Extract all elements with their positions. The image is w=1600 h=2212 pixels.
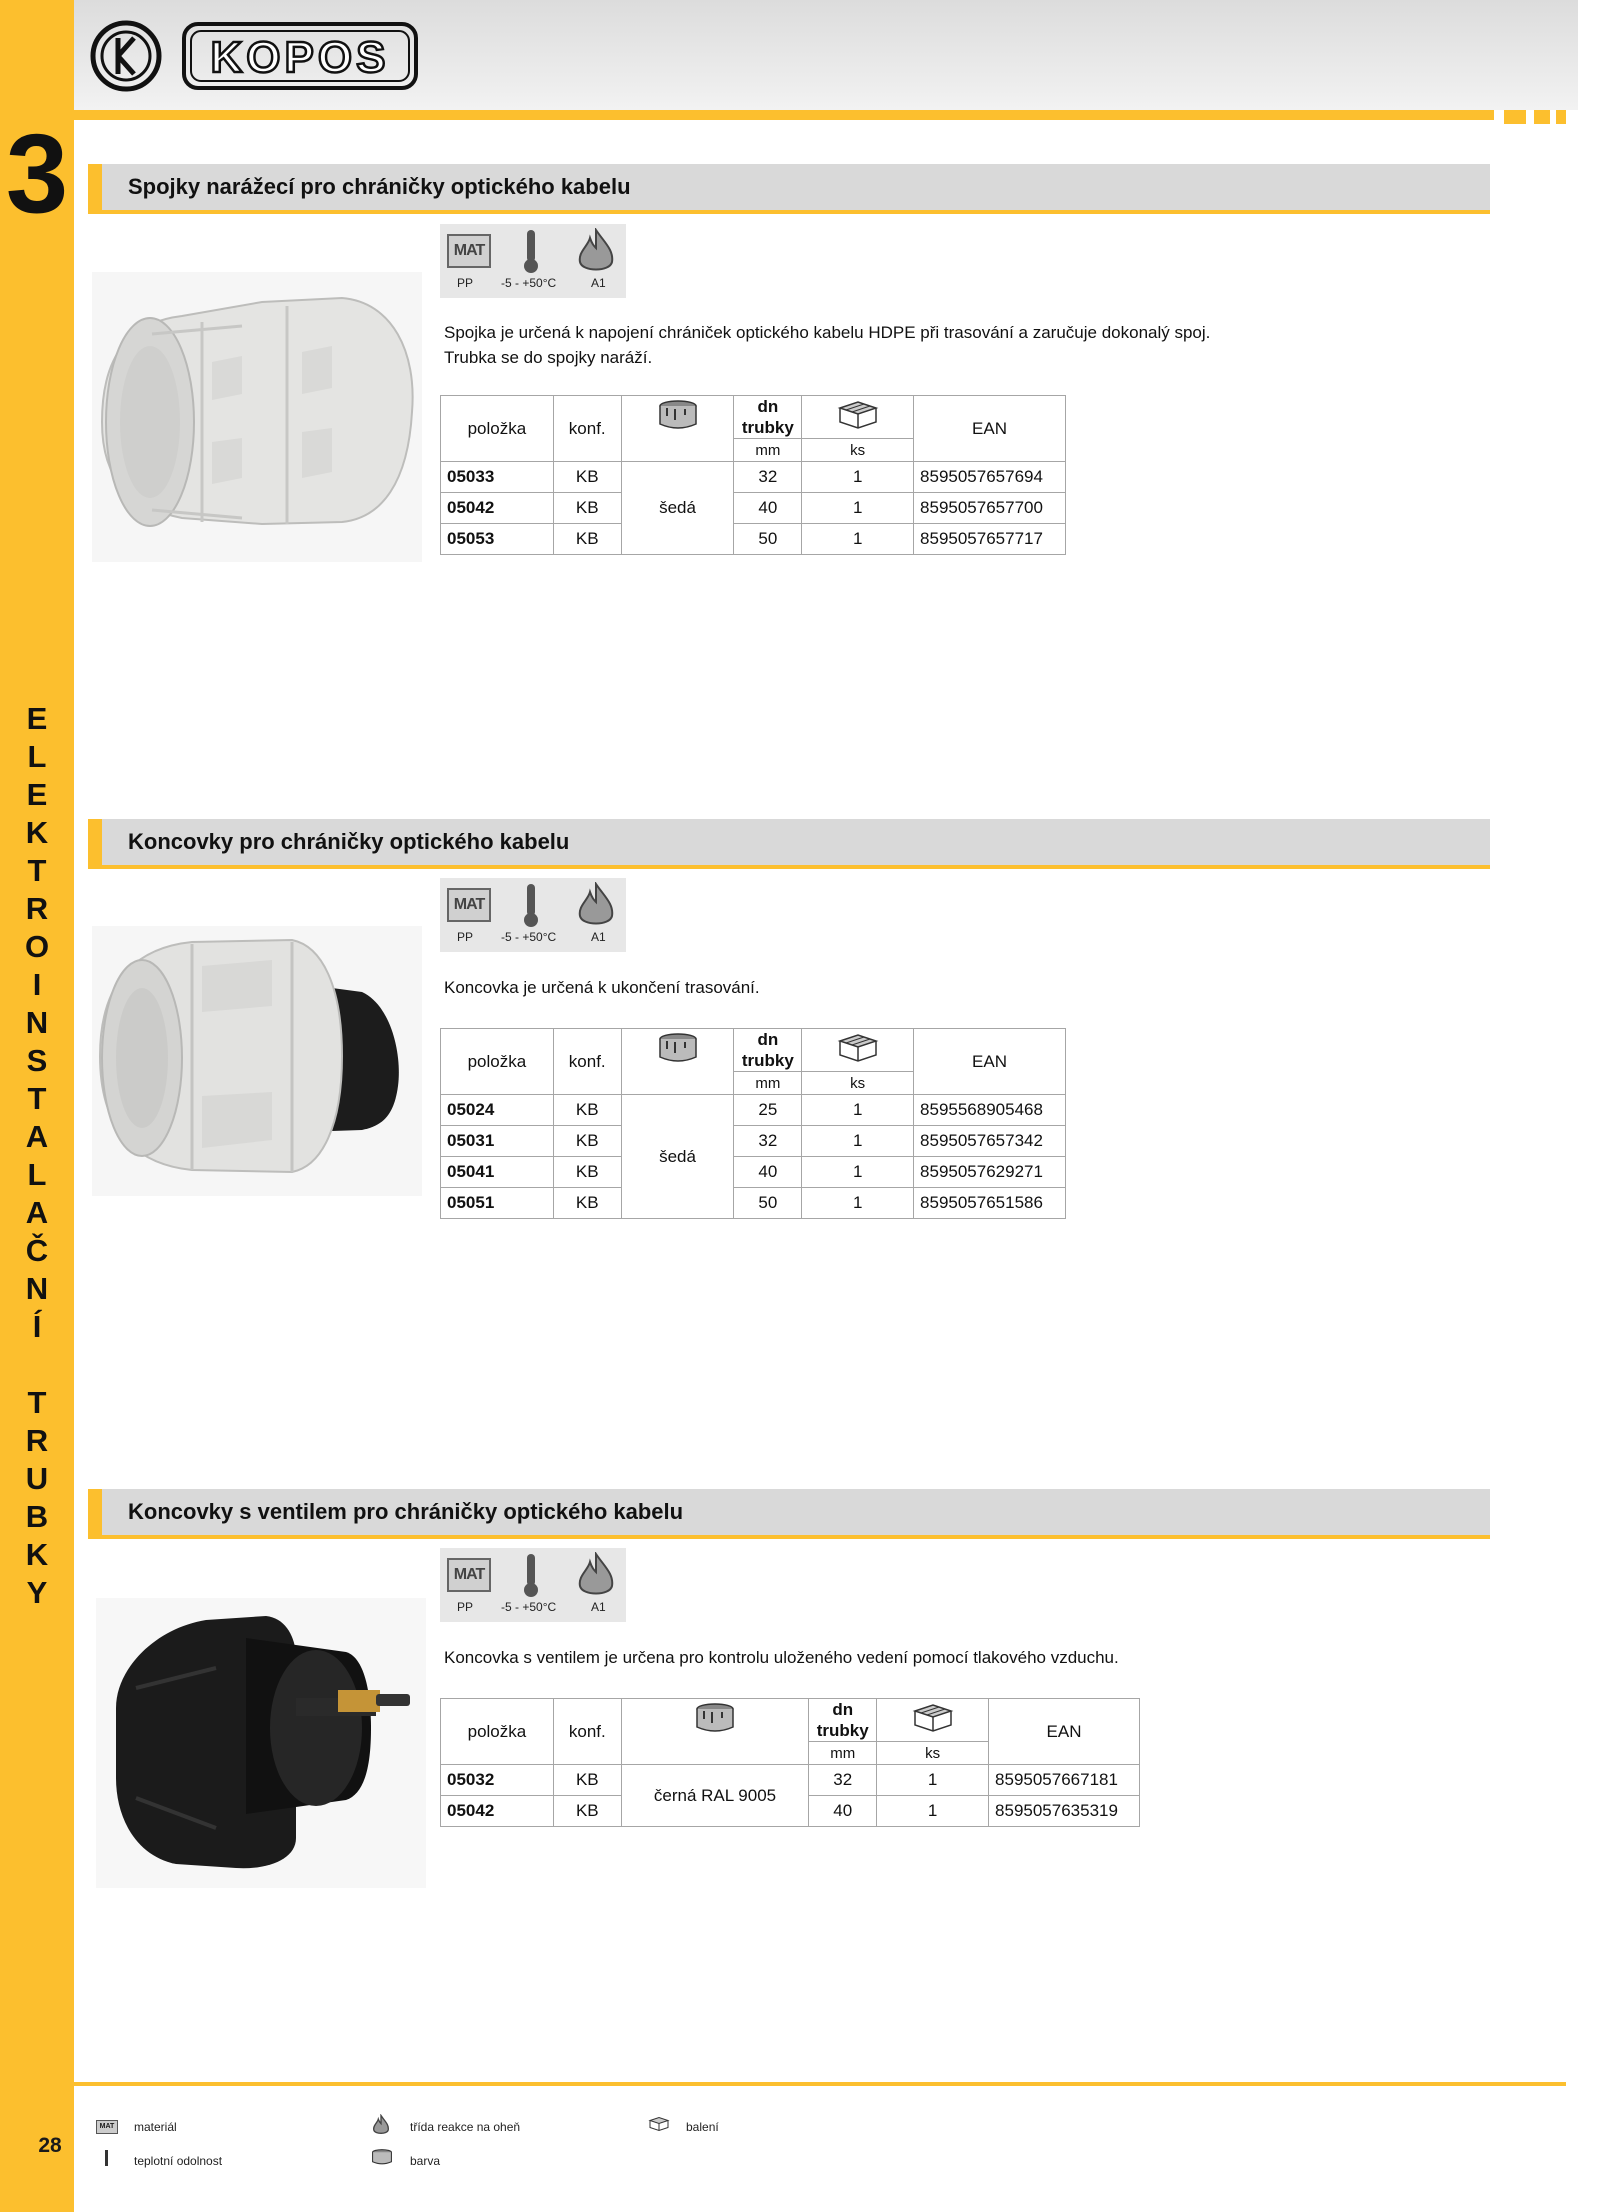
product-table: položka konf. dn trubky EAN mm ks 05024 KB šedá 25 1 8595568905468 05031 KB 32 1 8595057657342 05041 KB 40 1 8595057629271 05051 KB 50 1 8595057651586: [440, 1028, 1066, 1219]
section-title-bar: [88, 164, 1490, 214]
color-cell: černá RAL 9005: [621, 1765, 809, 1827]
vertical-letter: O: [24, 929, 50, 964]
footer-rule: [74, 2082, 1566, 2086]
product-table: položka konf. dn trubky EAN mm ks 05032 KB černá RAL 9005 32 1 8595057667181 05042 KB 40 1 8595057635319: [440, 1698, 1140, 1827]
product-photo-coupling: [92, 272, 422, 562]
product-table: položka konf. dn trubky EAN mm ks 05033 KB šedá 32 1 8595057657694 05042 KB 40 1 8595057657700 05053 KB 50 1 8595057657717: [440, 395, 1066, 555]
section-title: Spojky narážecí pro chráničky optického kabelu: [128, 174, 631, 199]
col-ean: EAN: [914, 396, 1066, 462]
vertical-letter: Y: [26, 1575, 48, 1610]
vertical-letter: E: [26, 777, 48, 812]
flame-icon: [576, 228, 616, 274]
material-icon: MAT: [447, 888, 491, 922]
col-item: položka: [441, 396, 554, 462]
vertical-letter: T: [27, 1385, 47, 1420]
vertical-letter: K: [25, 1537, 49, 1572]
thermometer-icon: [522, 882, 540, 928]
property-icons: MAT PP -5 - +50°C A1: [440, 878, 626, 952]
header-dash: [1534, 110, 1550, 124]
color-cell: šedá: [621, 462, 734, 555]
legend-box-icon: [648, 2116, 670, 2132]
vertical-letter: T: [27, 1081, 47, 1116]
paint-can-icon: [694, 1703, 736, 1733]
chapter-vertical-title: [0, 700, 74, 1612]
vertical-letter: U: [25, 1461, 49, 1496]
table-row: 05042 KB 40 1 8595057657700: [441, 493, 1066, 524]
box-icon: [911, 1703, 955, 1733]
col-ks: [877, 1699, 989, 1742]
header-dash: [1504, 110, 1526, 124]
section-description: Koncovka s ventilem je určena pro kontrolu uloženého vedení pomocí tlakového vzduchu.: [444, 1648, 1119, 1667]
section-title: Koncovky s ventilem pro chráničky optického kabelu: [128, 1499, 684, 1524]
vertical-letter: A: [25, 1119, 49, 1154]
col-dn: dn trubky: [809, 1699, 877, 1742]
thermometer-icon: [522, 228, 540, 274]
box-icon: [836, 400, 880, 430]
col-item: položka: [441, 1029, 554, 1095]
product-photo-end-cap: [92, 926, 422, 1196]
legend-thermometer-icon: [105, 2150, 108, 2166]
vertical-letter: [0, 1346, 74, 1384]
material-icon: MAT: [447, 1558, 491, 1592]
box-icon: [836, 1033, 880, 1063]
col-color: [621, 1699, 809, 1765]
table-row: 05041 KB 40 1 8595057629271: [441, 1157, 1066, 1188]
vertical-letter: R: [25, 1423, 49, 1458]
legend-color-label: barva: [410, 2154, 441, 2168]
vertical-letter: S: [26, 1043, 48, 1078]
section-title: Koncovky pro chráničky optického kabelu: [128, 829, 570, 854]
legend-material-label: materiál: [134, 2120, 177, 2134]
col-conf: konf.: [553, 1699, 621, 1765]
legend-flame-icon: [372, 2114, 390, 2136]
col-ks: [802, 396, 914, 439]
product-photo-valve-cap: [96, 1598, 426, 1888]
material-icon: MAT: [447, 234, 491, 268]
col-dn: dn trubky: [734, 1029, 802, 1072]
kopos-logo: [90, 18, 430, 94]
legend-material-icon: MAT: [96, 2120, 118, 2134]
section-title-bar: [88, 819, 1490, 869]
col-ean: EAN: [914, 1029, 1066, 1095]
vertical-letter: R: [25, 891, 49, 926]
flame-icon: [576, 1552, 616, 1598]
vertical-letter: L: [27, 739, 47, 774]
vertical-letter: T: [27, 853, 47, 888]
vertical-letter: N: [25, 1005, 49, 1040]
section-description: Spojka je určená k napojení chrániček optického kabelu HDPE při trasování a zaručuje dokonalý spoj. Trubka se do spojky naráží.: [444, 323, 1211, 367]
col-color: [621, 1029, 734, 1095]
table-row: 05032 KB černá RAL 9005 32 1 8595057667181: [441, 1765, 1140, 1796]
paint-can-icon: [657, 400, 699, 430]
section-title-bar: [88, 1489, 1490, 1539]
table-row: 05033 KB šedá 32 1 8595057657694: [441, 462, 1066, 493]
col-conf: konf.: [553, 1029, 621, 1095]
col-ean: EAN: [989, 1699, 1140, 1765]
chapter-number: 3: [5, 111, 69, 236]
col-item: položka: [441, 1699, 554, 1765]
table-row: 05051 KB 50 1 8595057651586: [441, 1188, 1066, 1219]
col-dn: dn trubky: [734, 396, 802, 439]
table-row: 05042 KB 40 1 8595057635319: [441, 1796, 1140, 1827]
vertical-letter: Č: [25, 1233, 49, 1268]
legend-temperature-label: teplotní odolnost: [134, 2154, 223, 2168]
table-row: 05024 KB šedá 25 1 8595568905468: [441, 1095, 1066, 1126]
property-icons: MAT PP -5 - +50°C A1: [440, 1548, 626, 1622]
vertical-letter: E: [26, 701, 48, 736]
vertical-letter: A: [25, 1195, 49, 1230]
col-ks: [802, 1029, 914, 1072]
header-rule: [74, 110, 1494, 120]
vertical-letter: L: [27, 1157, 47, 1192]
vertical-letter: K: [25, 815, 49, 850]
paint-can-icon: [657, 1033, 699, 1063]
header-dash: [1556, 110, 1566, 124]
thermometer-icon: [522, 1552, 540, 1598]
col-conf: konf.: [553, 396, 621, 462]
legend-fire-label: třída reakce na oheň: [410, 2120, 521, 2134]
color-cell: šedá: [621, 1095, 734, 1219]
section-description: Koncovka je určená k ukončení trasování.: [444, 978, 760, 997]
page-number: 28: [38, 2134, 62, 2157]
property-icons: MAT PP -5 - +50°C A1: [440, 224, 626, 298]
flame-icon: [576, 882, 616, 928]
legend-packaging-label: balení: [686, 2120, 719, 2134]
vertical-letter: I: [32, 967, 42, 1002]
table-row: 05031 KB 32 1 8595057657342: [441, 1126, 1066, 1157]
vertical-letter: Í: [32, 1309, 42, 1344]
legend-paint-can-icon: [371, 2148, 393, 2166]
vertical-letter: B: [25, 1499, 49, 1534]
vertical-letter: N: [25, 1271, 49, 1306]
col-color: [621, 396, 734, 462]
svg-text:KOPOS: KOPOS: [210, 33, 390, 82]
table-row: 05053 KB 50 1 8595057657717: [441, 524, 1066, 555]
